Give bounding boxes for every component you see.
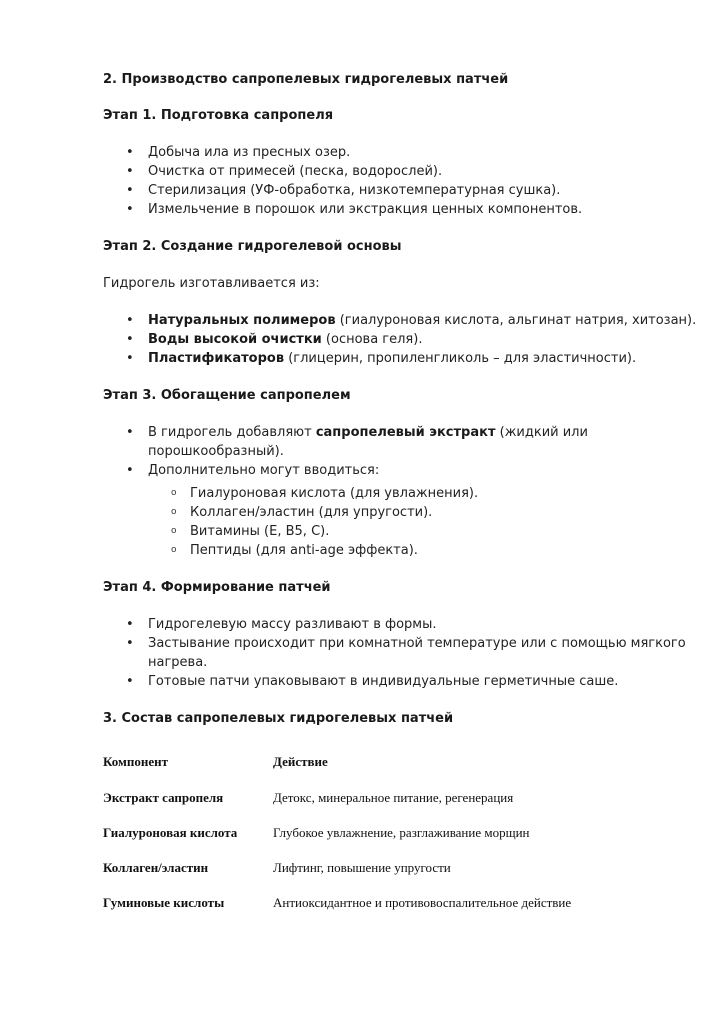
bullet-icon: • [126, 425, 134, 440]
table-header-action: Действие [273, 754, 328, 769]
bullet-icon: • [126, 351, 134, 366]
sub-bullet-icon: o [171, 507, 177, 517]
bullet-icon: • [126, 183, 134, 198]
list-item-term: Воды высокой очистки [148, 332, 322, 347]
list-item: Застывание происходит при комнатной температуре или с помощью мягкого [148, 636, 686, 651]
bullet-icon: • [126, 636, 134, 651]
table-header-component: Компонент [103, 754, 169, 769]
list-item-text: (жидкий или [495, 425, 588, 440]
table-cell-component: Коллаген/эластин [103, 860, 209, 875]
table-cell-action: Глубокое увлажнение, разглаживание морщин [273, 825, 530, 840]
sub-list-item: Витамины (E, B5, C). [190, 524, 330, 539]
list-item [148, 425, 588, 440]
sub-bullet-icon: o [171, 545, 177, 555]
stage-3-heading: Этап 3. Обогащение сапропелем [103, 388, 351, 403]
list-item-term: Натуральных полимеров [148, 313, 336, 328]
sub-bullet-icon: o [171, 488, 177, 498]
list-item-text: (глицерин, пропиленгликоль – для эластичности). [284, 351, 637, 366]
list-item [148, 332, 422, 347]
list-item [148, 313, 696, 328]
list-item: Готовые патчи упаковывают в индивидуальные герметичные саше. [148, 674, 619, 689]
sub-list-item: Пептиды (для anti-age эффекта). [190, 543, 418, 558]
list-item-continuation: порошкообразный). [148, 444, 284, 459]
stage-4-heading: Этап 4. Формирование патчей [103, 580, 331, 595]
sub-bullet-icon: o [171, 526, 177, 536]
table-cell-action: Антиоксидантное и противовоспалительное действие [273, 895, 572, 910]
list-item: Добыча ила из пресных озер. [148, 145, 351, 160]
table-cell-component: Гиалуроновая кислота [103, 825, 238, 840]
list-item: Измельчение в порошок или экстракция ценных компонентов. [148, 202, 583, 217]
bullet-icon: • [126, 674, 134, 689]
list-item: Стерилизация (УФ-обработка, низкотемпературная сушка). [148, 183, 561, 198]
list-item-term: сапропелевый экстракт [315, 425, 496, 440]
sub-list-item: Гиалуроновая кислота (для увлажнения). [190, 486, 479, 501]
list-item-continuation: нагрева. [148, 655, 208, 670]
table-cell-action: Лифтинг, повышение упругости [273, 860, 451, 875]
list-item-text: (основа геля). [321, 332, 423, 347]
table-cell-component: Гуминовые кислоты [103, 895, 225, 910]
sub-list-item: Коллаген/эластин (для упругости). [190, 505, 433, 520]
bullet-icon: • [126, 463, 134, 478]
list-item [148, 351, 636, 366]
section-3-heading: 3. Состав сапропелевых гидрогелевых патчей [103, 711, 454, 726]
list-item: Очистка от примесей (песка, водорослей). [148, 164, 443, 179]
section-2-heading: 2. Производство сапропелевых гидрогелевых патчей [103, 72, 509, 87]
list-item: Дополнительно могут вводиться: [148, 463, 380, 478]
table-cell-action: Детокс, минеральное питание, регенерация [273, 790, 514, 805]
bullet-icon: • [126, 313, 134, 328]
table-cell-component: Экстракт сапропеля [103, 790, 224, 805]
bullet-icon: • [126, 164, 134, 179]
list-item-text: В гидрогель добавляют [148, 425, 316, 440]
stage-1-heading: Этап 1. Подготовка сапропеля [103, 108, 334, 123]
bullet-icon: • [126, 145, 134, 160]
stage-2-heading: Этап 2. Создание гидрогелевой основы [103, 239, 402, 254]
bullet-icon: • [126, 202, 134, 217]
list-item-term: Пластификаторов [148, 351, 285, 366]
bullet-icon: • [126, 617, 134, 632]
stage-2-intro: Гидрогель изготавливается из: [103, 276, 320, 291]
bullet-icon: • [126, 332, 134, 347]
list-item-text: (гиалуроновая кислота, альгинат натрия, хитозан). [335, 313, 697, 328]
list-item: Гидрогелевую массу разливают в формы. [148, 617, 437, 632]
